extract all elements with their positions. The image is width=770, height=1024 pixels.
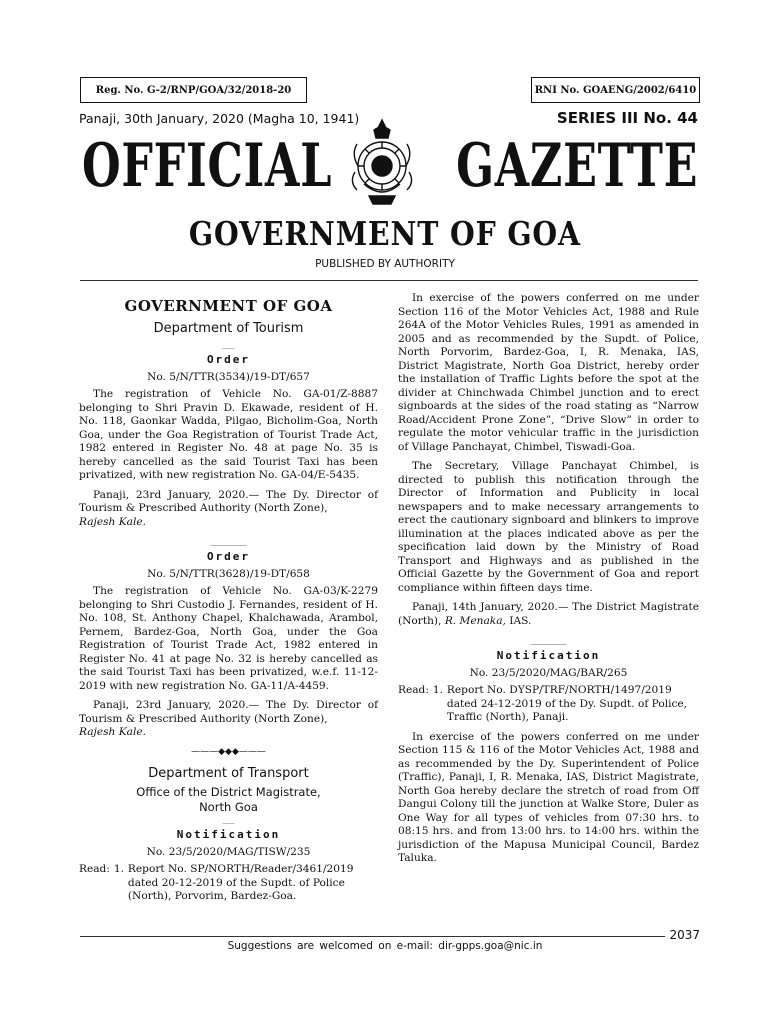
order-signature [79, 489, 378, 530]
office-heading-line1: Office of the District Magistrate, [136, 785, 321, 799]
order-signature-text: Panaji, 23rd January, 2020.— The Dy. Director of Tourism & Prescribed Authority (North Zone), [79, 699, 378, 725]
signature-text: Panaji, 14th January, 2020.— The District Magistrate (North), [398, 601, 699, 627]
signatory-name: Rajesh Kale. [79, 726, 146, 738]
series-number: SERIES III No. 44 [556, 109, 698, 127]
masthead-rule [80, 280, 698, 281]
notification-paragraph: In exercise of the powers conferred on me under Section 116 of the Motor Vehicles Act, 1988 and Rule 264A of the Motor Vehicles Rules, 1991 as amended in 2005 and as recommended by the Supdt. of Police, North Porvorim, Bardez-Goa, I, R. Menaka, IAS, District Magistrate, North Goa District, hereby order the installation of Traffic Lights before the spot at the divider at Chinchwada Chimbel junction and to erect signboards at the sides of the road stating as “Narrow Road/Accident Prone Zone”, “Drive Slow” in order to regulate the motor vehicular traffic in the jurisdiction of Village Panchayat, Chimbel, Tiswadi-Goa. [398, 292, 699, 453]
order-reference: No. 5/N/TTR(3628)/19-DT/658 [147, 567, 310, 580]
notification-paragraph: The Secretary, Village Panchayat Chimbel, is directed to publish this notification through the Director of Information and Publicity in local newspapers and to make necessary arrangements to erect the cautionary signboard and blinkers to improve illumination at the places indicated above as per the specification laid down by the Ministry of Road Transport and Highways and as published in the Official Gazette by the Government of Goa and report compliance within fifteen days time. [398, 460, 699, 594]
masthead-title-gazette: GAZETTE [455, 131, 698, 201]
read-item-number: 1. [113, 863, 125, 875]
government-heading: GOVERNMENT OF GOA [124, 297, 333, 315]
masthead-title-official: OFFICIAL [82, 131, 333, 201]
rni-number-box [531, 77, 700, 103]
registration-number-box [80, 77, 307, 103]
registration-number: Reg. No. G-2/RNP/GOA/32/2018-20 [95, 84, 292, 96]
order-body: The registration of Vehicle No. GA-01/Z-8887 belonging to Shri Pravin D. Ekawade, resident of H. No. 118, Gaonkar Wadda, Pilgao, Bicholim-Goa, North Goa, under the Goa Registration of Tourist Trade Act, 1982 entered in Register No. 48 at page No. 35 is hereby cancelled as the said Tourist Taxi has been privatized, with new registration No. GA-04/E-5435. [79, 388, 378, 481]
department-divider: ———◆◆◆——— [191, 746, 266, 757]
signatory-name: R. Menaka, [444, 614, 506, 627]
order-signature [79, 699, 378, 740]
notification-heading: Notification [496, 649, 601, 662]
read-text-block [114, 863, 378, 904]
goa-emblem-icon [341, 116, 423, 208]
footer-suggestions: Suggestions are welcomed on e-mail: dir-gpps.goa@nic.in [227, 940, 543, 952]
notification-reference: No. 23/5/2020/MAG/BAR/265 [469, 666, 628, 679]
notification-reference: No. 23/5/2020/MAG/TISW/235 [146, 845, 311, 858]
left-column [79, 292, 378, 910]
read-item-number: 1. [432, 684, 444, 696]
published-by-authority: PUBLISHED BY AUTHORITY [315, 258, 455, 270]
office-heading-line2: North Goa [199, 800, 258, 814]
read-label: Read: [398, 684, 429, 696]
signatory-name: Rajesh Kale. [79, 515, 146, 528]
order-reference: No. 5/N/TTR(3534)/19-DT/657 [147, 370, 310, 383]
page-number: 2037 [669, 928, 700, 942]
section-separator: ________ [210, 536, 247, 546]
order-body: The registration of Vehicle No. GA-03/K-2279 belonging to Shri Custodio J. Fernandes, resident of H. No. 108, St. Anthony Chapel, Khalchawada, Arambol, Pernem, Bardez-Goa, North Goa, under the Goa Registration of Tourist Trade Act, 1982 entered in Register No. 41 at page No. 32 is hereby cancelled as the said Tourist Taxi has been privatized, w.e.f. 11-12-2019 with new registration No. GA-11/A-4459. [79, 585, 378, 692]
read-item-text: Report No. SP/NORTH/Reader/3461/2019 [127, 863, 354, 875]
notification-body: In exercise of the powers conferred on me under Section 115 & 116 of the Motor Vehicles Act, 1988 and as recommended by the Dy. Superintendent of Police (Traffic), Panaji, I, R. Menaka, IAS, District Magistrate, North Goa hereby declare the stretch of road from Off Dangui Colony till the junction at Walke Store, Duler as One Way for all types of vehicles from 07:30 hrs. to 08:15 hrs. and from 13:00 hrs. to 14:00 hrs. within the jurisdiction of the Mapusa Municipal Council, Bardez Taluka. [398, 730, 699, 864]
issue-date: Panaji, 30th January, 2020 (Magha 10, 1941) [79, 111, 360, 126]
rni-number: RNI No. GOAENG/2002/6410 [534, 84, 697, 96]
right-column [398, 292, 699, 872]
department-transport-heading: Department of Transport [148, 766, 309, 781]
order-heading: Order [206, 550, 251, 563]
notification-signature [398, 601, 699, 628]
signatory-suffix: IAS. [509, 614, 532, 627]
government-of-goa-title: GOVERNMENT OF GOA [189, 214, 581, 253]
notification-heading: Notification [176, 828, 281, 841]
footer-rule [80, 936, 665, 937]
small-divider: ___ [222, 815, 235, 824]
section-separator: ________ [530, 635, 567, 645]
small-divider: ___ [222, 340, 235, 349]
read-text-block [433, 684, 699, 725]
order-signature-text: Panaji, 23rd January, 2020.— The Dy. Director of Tourism & Prescribed Authority (North Zone), [79, 488, 378, 514]
department-tourism-heading: Department of Tourism [153, 321, 304, 336]
masthead-subtitle [0, 212, 770, 256]
read-item-continuation: dated 24-12-2019 of the Dy. Supdt. of Police, Traffic (North), Panaji. [446, 697, 688, 723]
read-reference [79, 863, 378, 904]
read-reference [398, 684, 699, 725]
read-label: Read: [79, 863, 110, 875]
order-heading: Order [206, 353, 251, 366]
read-item-text: Report No. DYSP/TRF/NORTH/1497/2019 [446, 684, 672, 696]
read-item-continuation: dated 20-12-2019 of the Supdt. of Police (North), Porvorim, Bardez-Goa. [127, 876, 345, 902]
